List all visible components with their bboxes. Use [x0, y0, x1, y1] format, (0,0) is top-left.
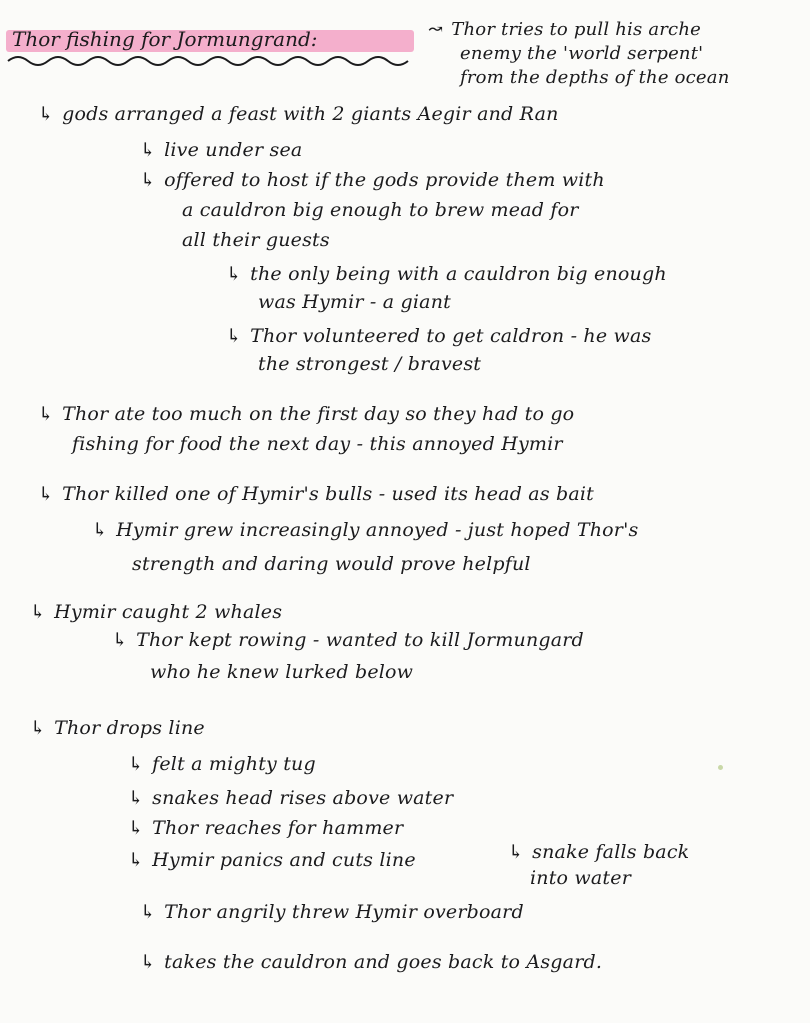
arrow-icon: ↳: [38, 403, 55, 425]
note-line: ↳ Thor reaches for hammer: [128, 817, 404, 839]
arrow-icon: ↳: [128, 817, 145, 839]
note-line: was Hymir - a giant: [258, 291, 451, 313]
arrow-icon: ↳: [140, 139, 157, 161]
note-line: ↳ Hymir caught 2 whales: [30, 601, 283, 623]
branch-note-line: into water: [530, 867, 631, 889]
note-line: fishing for food the next day - this annoyed Hymir: [72, 433, 563, 455]
arrow-icon: ↳: [508, 841, 525, 863]
note-line: ↳ takes the cauldron and goes back to Asgard.: [140, 951, 603, 973]
arrow-icon: ↳: [112, 629, 129, 651]
note-line: ↳ Thor angrily threw Hymir overboard: [140, 901, 524, 923]
title-wavy-underline: [6, 54, 416, 68]
note-line: ↳ snakes head rises above water: [128, 787, 454, 809]
note-line: ↳ Thor ate too much on the first day so they had to go: [38, 403, 575, 425]
arrow-icon: ↳: [128, 787, 145, 809]
page-title: Thor fishing for Jormungrand:: [12, 27, 318, 51]
paper-speck: [718, 765, 723, 770]
arrow-icon: ↳: [226, 325, 243, 347]
note-line: ↳ live under sea: [140, 139, 303, 161]
note-line: the strongest / bravest: [258, 353, 482, 375]
arrow-icon: ↳: [128, 753, 145, 775]
arrow-icon: ↳: [140, 951, 157, 973]
arrow-icon: ↳: [128, 849, 145, 871]
note-line: ↳ Thor volunteered to get caldron - he was: [226, 325, 652, 347]
note-line: ↳ felt a mighty tug: [128, 753, 316, 775]
note-line: ↳ offered to host if the gods provide them with: [140, 169, 605, 191]
arrow-icon: ↳: [140, 169, 157, 191]
curly-arrow-icon: ↝: [428, 19, 444, 40]
note-line: ↳ the only being with a cauldron big enough: [226, 263, 667, 285]
note-line: ↳ Thor kept rowing - wanted to kill Jormungard: [112, 629, 584, 651]
arrow-icon: ↳: [92, 519, 109, 541]
arrow-icon: ↳: [30, 717, 47, 739]
side-note-line: enemy the 'world serpent': [460, 43, 704, 64]
note-line: ↳ Thor drops line: [30, 717, 205, 739]
arrow-icon: ↳: [226, 263, 243, 285]
side-note-line: from the depths of the ocean: [460, 67, 730, 88]
note-line: ↳ Hymir grew increasingly annoyed - just hoped Thor's: [92, 519, 639, 541]
arrow-icon: ↳: [30, 601, 47, 623]
side-note-line: ↝ Thor tries to pull his arche: [428, 19, 701, 40]
arrow-icon: ↳: [38, 483, 55, 505]
note-line: strength and daring would prove helpful: [132, 553, 531, 575]
note-line: all their guests: [182, 229, 330, 251]
arrow-icon: ↳: [140, 901, 157, 923]
note-line: ↳ gods arranged a feast with 2 giants Aegir and Ran: [38, 103, 559, 125]
note-line: ↳ Hymir panics and cuts line: [128, 849, 416, 871]
note-line: ↳ Thor killed one of Hymir's bulls - used its head as bait: [38, 483, 595, 505]
arrow-icon: ↳: [38, 103, 55, 125]
branch-note-line: ↳ snake falls back: [508, 841, 690, 863]
note-line: who he knew lurked below: [150, 661, 414, 683]
note-line: a cauldron big enough to brew mead for: [182, 199, 579, 221]
